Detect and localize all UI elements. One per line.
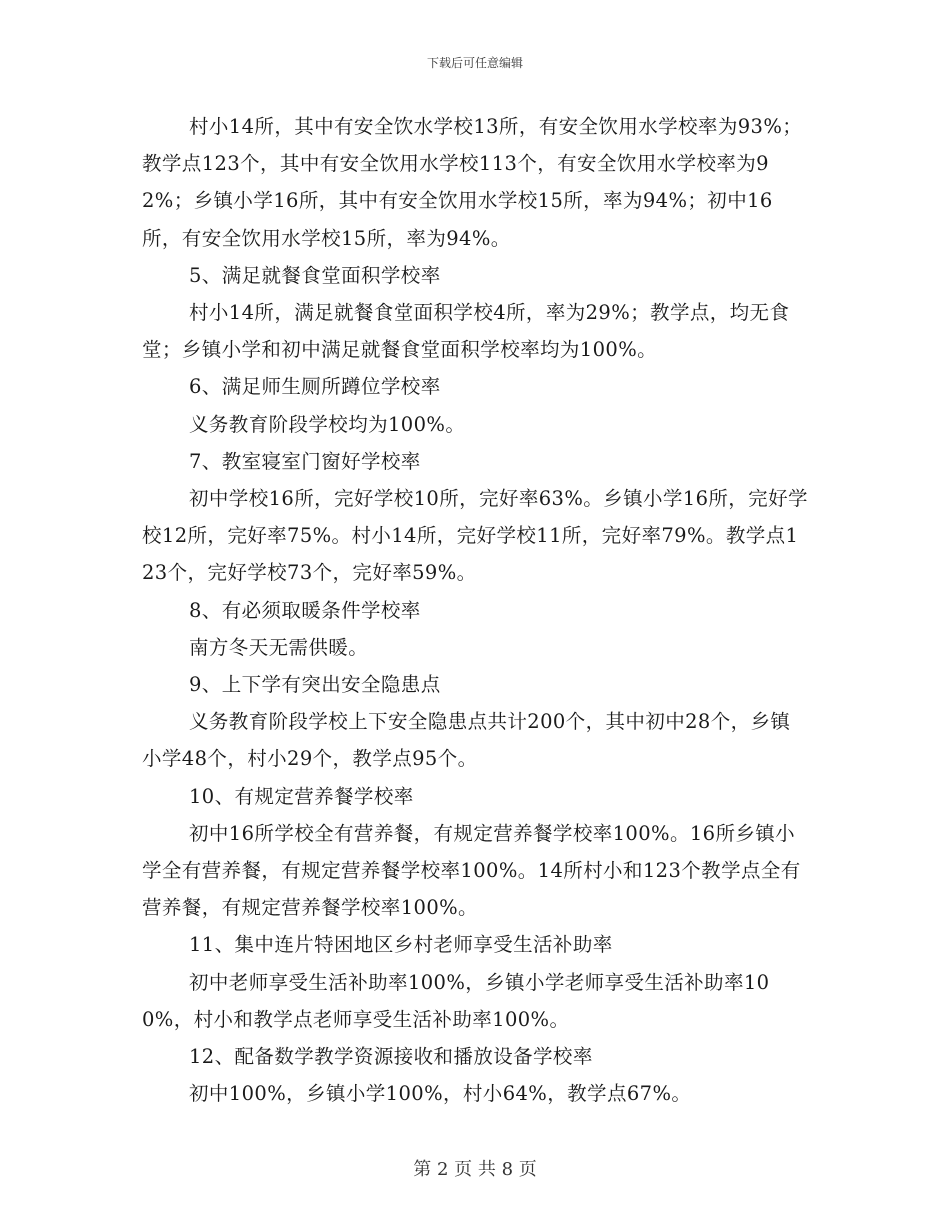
- paragraph: 初中16所学校全有营养餐，有规定营养餐学校率100%。16所乡镇小学全有营养餐，有规定营养餐学校率100%。14所村小和123个教学点全有营养餐，有规定营养餐学校率100%。: [142, 821, 801, 920]
- section-heading: 7、教室寝室门窗好学校率: [189, 449, 421, 473]
- section-heading: 10、有规定营养餐学校率: [189, 784, 414, 808]
- section-heading: 5、满足就餐食堂面积学校率: [189, 263, 441, 287]
- section-heading: 12、配备数学教学资源接收和播放设备学校率: [189, 1045, 593, 1069]
- paragraph: 义务教育阶段学校上下安全隐患点共计200个，其中初中28个，乡镇小学48个，村小29个，教学点95个。: [142, 710, 791, 771]
- paragraph: 村小14所，满足就餐食堂面积学校4所，率为29%；教学点，均无食堂；乡镇小学和初中满足就餐食堂面积学校率均为100%。: [142, 301, 790, 362]
- paragraph: 初中100%，乡镇小学100%，村小64%，教学点67%。: [189, 1082, 692, 1106]
- page-header: 下载后可任意编辑: [426, 56, 523, 70]
- section-heading: 11、集中连片特困地区乡村老师享受生活补助率: [189, 933, 613, 957]
- section-heading: 9、上下学有突出安全隐患点: [189, 673, 441, 697]
- section-heading: 8、有必须取暖条件学校率: [189, 598, 421, 622]
- page-footer: 第 2 页 共 8 页: [413, 1159, 537, 1180]
- paragraph: 村小14所，其中有安全饮水学校13所，有安全饮用水学校率为93%；教学点123个，其中有安全饮用水学校113个，有安全饮用水学校率为92%；乡镇小学16所，其中有安全饮用水学校15所，率为94%；初中16所，有安全饮用水学校15所，率为94%。: [142, 115, 803, 250]
- section-heading: 6、满足师生厕所蹲位学校率: [189, 375, 441, 399]
- paragraph: 初中学校16所，完好学校10所，完好率63%。乡镇小学16所，完好学校12所，完好率75%。村小14所，完好学校11所，完好率79%。教学点123个，完好学校73个，完好率59%。: [142, 487, 808, 585]
- paragraph: 义务教育阶段学校均为100%。: [189, 412, 466, 436]
- paragraph: 初中老师享受生活补助率100%，乡镇小学老师享受生活补助率100%，村小和教学点老师享受生活补助率100%。: [142, 970, 770, 1031]
- body-text: [142, 108, 808, 1112]
- paragraph: 南方冬天无需供暖。: [189, 635, 369, 659]
